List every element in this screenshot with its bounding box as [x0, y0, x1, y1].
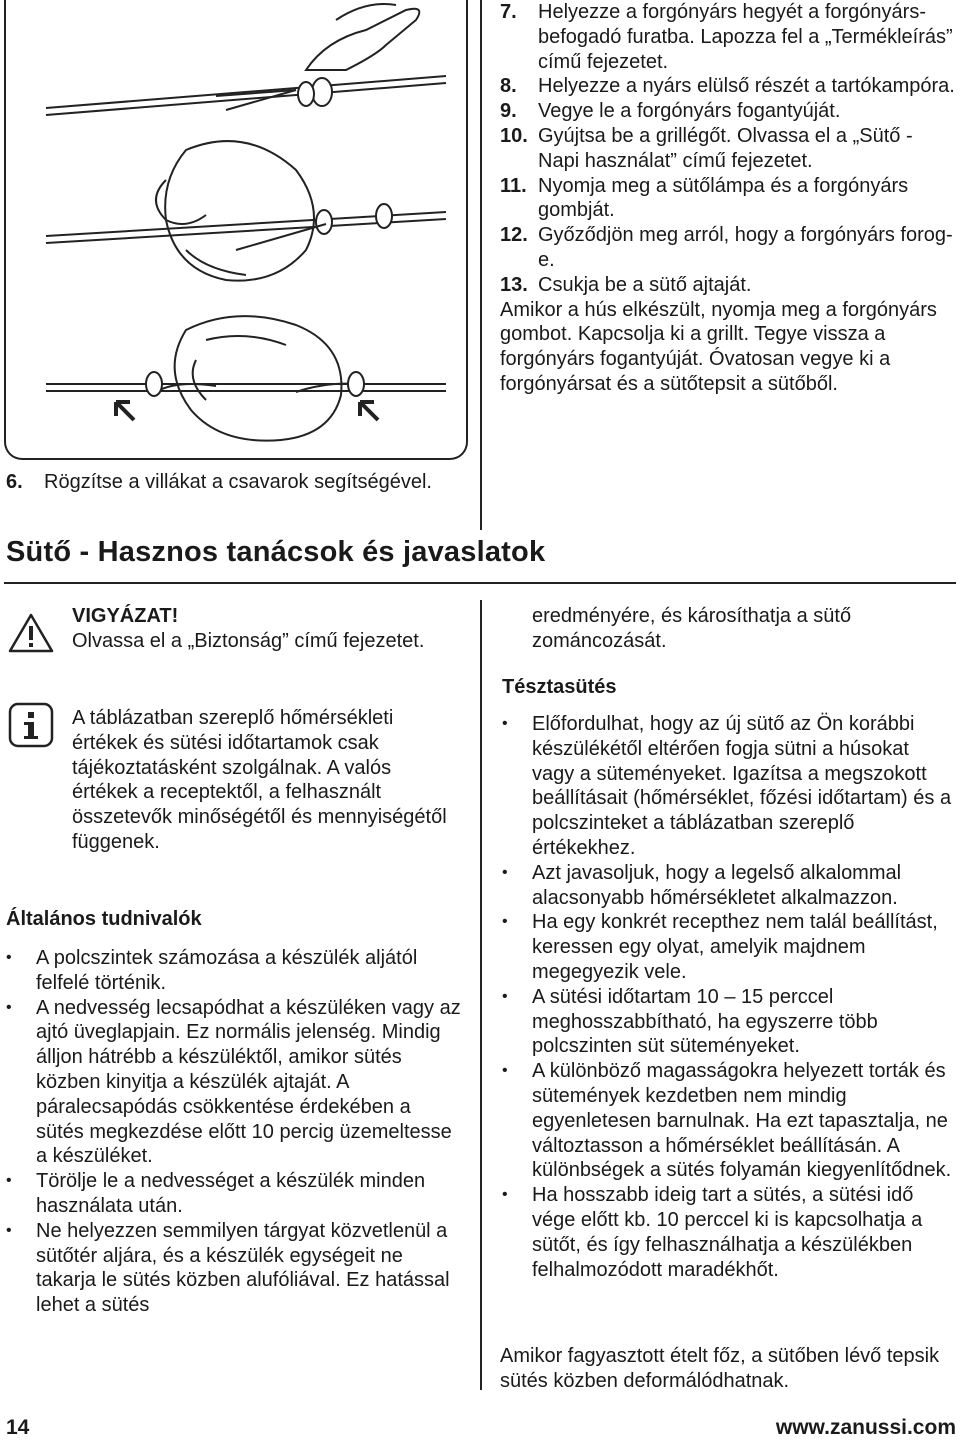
chicken-on-spit-bottom: [46, 316, 446, 441]
step-text: Gyújtsa be a grillégőt. Olvassa el a „Sütő - Napi használat” című fejezetet.: [538, 124, 913, 172]
column-divider-top: [480, 0, 482, 530]
list-item: • A sütési időtartam 10 – 15 perccel meghosszabbítható, ha egyszerre több polcszinten süt süteményeket.: [500, 985, 955, 1059]
section-rule: [4, 582, 956, 584]
procedure-steps: [500, 0, 955, 397]
step-10: [500, 124, 955, 174]
step-9: [500, 99, 955, 124]
list-item: • Ha egy konkrét recepthez nem talál beállítást, keressen egy olyat, amelyik majdnem megegyezik vele.: [500, 910, 955, 984]
step-text: Helyezze a nyárs elülső részét a tartókampóra.: [538, 75, 955, 98]
list-item: • Törölje le a nedvességet a készülék minden használata után.: [4, 1169, 464, 1219]
info-icon: [8, 702, 54, 748]
step-number: 11.: [500, 174, 527, 197]
list-item: • Ha hosszabb ideig tart a sütés, a sütési idő vége előtt kb. 10 perccel ki is kapcsolhatja a sütőt, és így felhasználhatja a készülékben felhalmozódott maradékhőt.: [500, 1183, 955, 1282]
chicken-on-spit: [46, 141, 446, 281]
baking-after-text: Amikor fagyasztott ételt főz, a sütőben lévő tepsik sütés közben deformálódhatnak.: [500, 1345, 940, 1392]
list-item: • A nedvesség lecsapódhat a készüléken vagy az ajtó üveglapjain. Ez normális jelenség. Mindig álljon hátrébb a készüléktől, amikor sütés közben kinyitja a készülék ajtaját. A páralecsapódás csökkentése érdekében a sütés megkezdése előtt 10 percig üzemeltesse a készüléket.: [4, 996, 464, 1170]
page-number: 14: [6, 1416, 30, 1439]
info-text: A táblázatban szereplő hőmérsékleti értékek és sütési időtartamok csak tájékoztatásként szolgálnak. A valós értékek a receptektől, a felhasznált összetevők minőségétől és mennyiségétől függenek.: [72, 707, 447, 853]
step-number: 8.: [500, 75, 517, 98]
step-text: Helyezze a forgónyárs hegyét a forgónyárs-befogadó furatba. Lapozza fel a „Termékleírás” című fejezetet.: [538, 1, 953, 73]
step-number: 10.: [500, 124, 528, 147]
list-item: • Előfordulhat, hogy az új sütő az Ön korábbi készülékétől eltérően fogja sütni a húsokat vagy a süteményeket. Igazítsa a megszokott beállításait (hőmérséklet, főzési időtartam) és a polcszinteket a táblázatban szereplő értékekhez.: [500, 712, 955, 861]
general-heading: Általános tudnivalók: [6, 908, 202, 930]
step-7: [500, 0, 955, 74]
step-number: 6.: [6, 471, 23, 493]
section-title: Sütő - Hasznos tanácsok és javaslatok: [6, 536, 546, 568]
warning-heading: VIGYÁZAT!: [72, 605, 179, 627]
warning-text: Olvassa el a „Biztonság” című fejezetet.: [72, 629, 425, 652]
warning-block: [72, 604, 462, 654]
step-number: 9.: [500, 100, 517, 123]
steps-after-text: Amikor a hús elkészült, nyomja meg a forgónyárs gombot. Kapcsolja ki a grillt. Tegye vissza a forgónyárs fogantyúját. Óvatosan vegye ki a forgónyársat és a sütőtepsit a sütőből.: [500, 298, 937, 395]
list-item: • A polcszintek számozása a készülék aljától felfelé történik.: [4, 946, 464, 996]
step-11: [500, 174, 955, 224]
continuation-text: eredményére, és károsíthatja a sütő zománcozását.: [532, 605, 852, 652]
step-number: 7.: [500, 1, 517, 23]
step-text: Vegye le a forgónyárs fogantyúját.: [538, 100, 841, 123]
list-item: • Ne helyezzen semmilyen tárgyat közvetlenül a sütőtér aljára, és a készülék egységeit ne takarja le sütés közben alufóliával. Ez hatással lehet a sütés: [4, 1219, 464, 1318]
step-number: 13.: [500, 273, 528, 296]
warning-triangle-icon: [8, 612, 54, 654]
step-text: Rögzítse a villákat a csavarok segítségével.: [44, 471, 432, 493]
step-8: [500, 74, 955, 99]
spit-top-with-hand: [46, 4, 446, 115]
column-divider-bottom: [480, 600, 482, 1390]
rotisserie-illustration: [4, 0, 468, 460]
step-6: [6, 470, 466, 495]
step-13: [500, 273, 955, 298]
general-list: [4, 946, 464, 1318]
list-item: • Azt javasoljuk, hogy a legelső alkalommal alacsonyabb hőmérsékletet alkalmazzon.: [500, 861, 955, 911]
baking-list: [500, 712, 955, 1282]
step-text: Csukja be a sütő ajtaját.: [538, 273, 752, 296]
step-number: 12.: [500, 224, 528, 247]
list-item: • A különböző magasságokra helyezett torták és sütemények kezdetben nem mindig egyenletesen barnulnak. Ha ezt tapasztalja, ne változtasson a hőmérséklet beállításán. A különbségek a sütés folyamán kiegyenlítődnek.: [500, 1059, 955, 1183]
step-text: Nyomja meg a sütőlámpa és a forgónyárs gombját.: [538, 174, 909, 222]
step-12: [500, 223, 955, 273]
step-text: Győződjön meg arról, hogy a forgónyárs forog-e.: [538, 224, 953, 271]
website-link[interactable]: www.zanussi.com: [775, 1416, 956, 1439]
baking-heading: Tésztasütés: [502, 676, 617, 698]
